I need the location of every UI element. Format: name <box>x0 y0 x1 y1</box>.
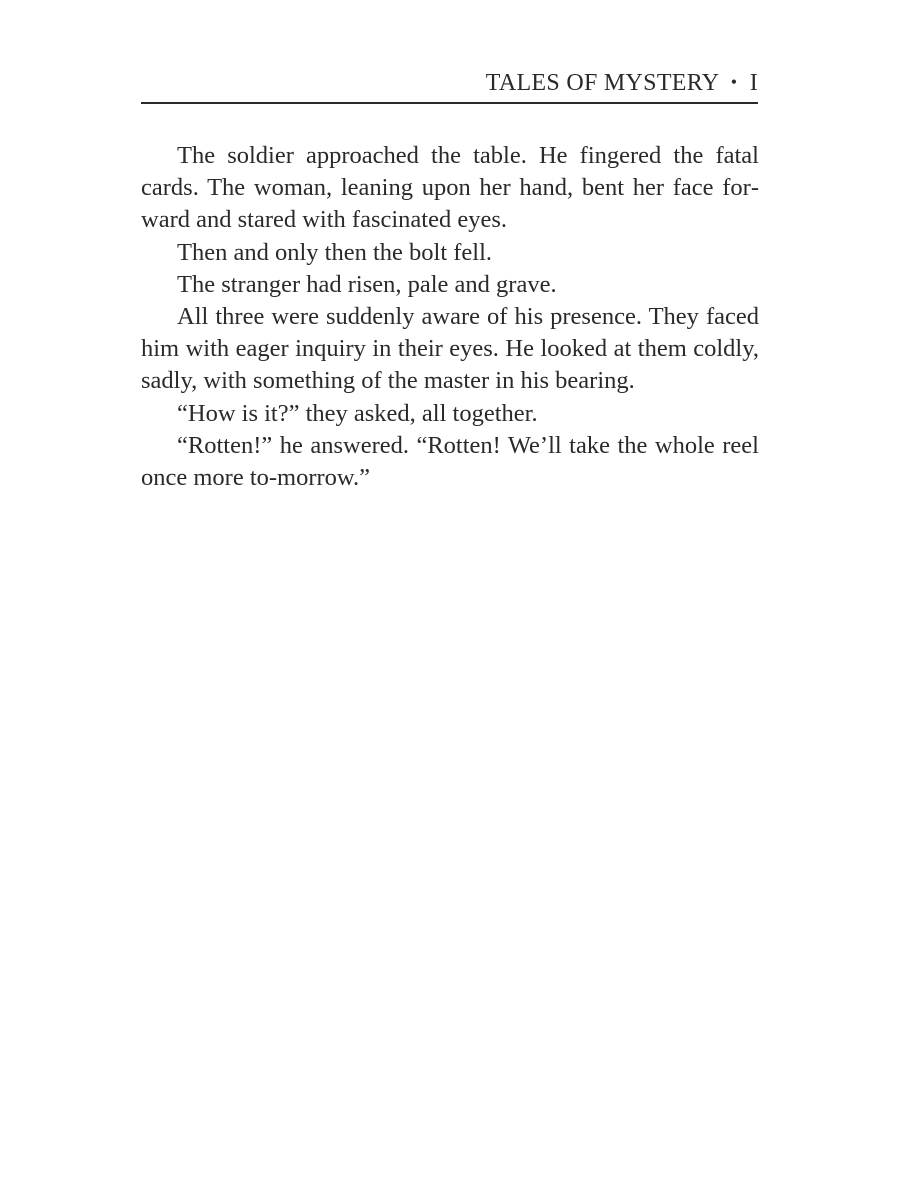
book-title: TALES OF MYSTERY <box>485 70 719 96</box>
header-separator: • <box>730 72 738 92</box>
body-text <box>141 140 759 494</box>
paragraph: The soldier approached the table. He fingered the fatal cards. The woman, leaning upon her hand, bent her face forward and stared with fascinated eyes. <box>141 142 759 234</box>
paragraph: The stranger had risen, pale and grave. <box>177 270 557 298</box>
running-header <box>141 66 758 104</box>
paragraph: Then and only then the bolt fell. <box>177 238 493 266</box>
paragraph: “Rotten!” he answered. “Rotten! We’ll take the whole reel once more to-morrow.” <box>141 431 759 492</box>
page-number: I <box>749 70 758 96</box>
paragraph: “How is it?” they asked, all together. <box>177 399 538 427</box>
paragraph: All three were suddenly aware of his presence. They faced him with eager inquiry in their eyes. He looked at them coldly, sadly, with something of the master in his bearing. <box>141 303 759 395</box>
